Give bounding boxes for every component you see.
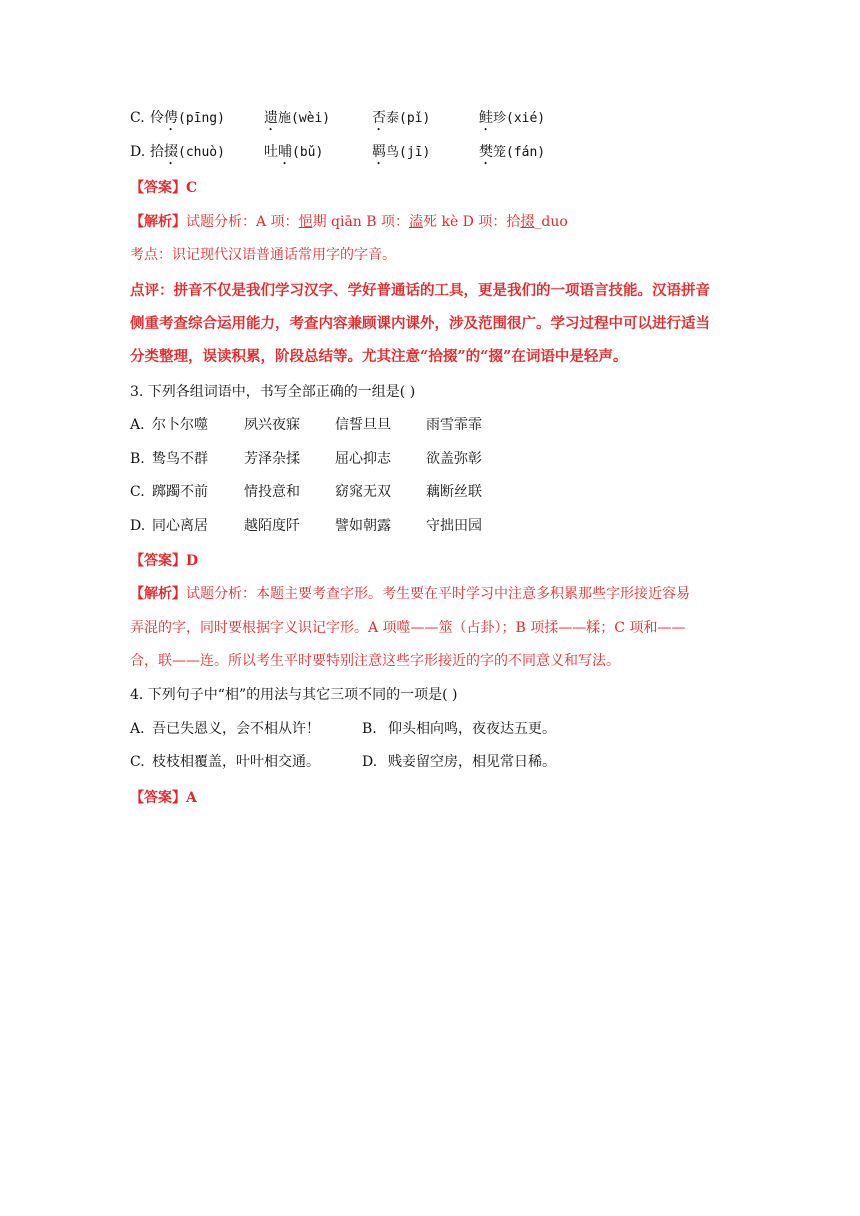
q4-answer: 【答案】A	[130, 790, 197, 806]
option-word-1: 拾掇(chuò)	[150, 144, 225, 160]
q2-dianping-line-1: 点评：拼音不仅是我们学习汉字、学好普通话的工具，更是我们的一项语言技能。汉语拼音	[130, 282, 710, 299]
q2-answer	[130, 178, 197, 198]
analysis-bracket: 【解析】	[130, 214, 186, 230]
q2-dianping-line-3: 分类整理，误读积累，阶段总结等。尤其注意“拾掇”的“掇”在词语中是轻声。	[130, 348, 628, 365]
q3-answer: 【答案】D	[130, 553, 199, 569]
q3-question: 3. 下列各组词语中，书写全部正确的一组是( )	[130, 384, 416, 400]
option-word-3: 羁鸟(jī)	[372, 144, 431, 160]
answer-bracket: 【答案】	[130, 180, 186, 196]
q2-analysis: 【解析】试题分析：A 项：悒期 qiān B 项：溘死 kè D 项：拾掇_duo	[130, 214, 568, 230]
q2-dianping-line-2: 侧重考查综合运用能力，考查内容兼顾课内课外，涉及范围很广。学习过程中可以进行适当	[130, 315, 710, 332]
option-word-3: 否泰(pǐ)	[372, 110, 431, 126]
option-word-2: 吐哺(bǔ)	[264, 144, 324, 160]
option-label: D.	[130, 144, 146, 160]
option-word-1: 伶俜(pīng)	[150, 110, 225, 126]
document-page: C. 伶俜(pīng) 遗施(wèi) 否泰(pǐ) 鲑珍(xié) D. 拾掇(chuò) 吐哺(bǔ) 羁鸟(jī) 樊笼(fán) 【答案】C 【解析】试题分析：A 项：悒期 qiān B 项：溘死 kè D 项：拾掇_duo 考点：识记现代汉语普通话常用字的字音。 点评：拼音不仅是我们学习汉字、学好普通话的工具，更是我们的一项语言技能。汉语拼音 侧重考查综合运用能力，考查内容兼顾课内课外，涉及范围很广。学习过程中可以进行适当 分类整理，误读积累，阶段总结等。尤其注意“拾掇”的“掇”在词语中是轻声。 3. 下列各组词语中，书写全部正确的一组是( ) A. 尔卜尔噬 夙兴夜寐 信誓旦旦 雨雪霏霏 B. 鸷鸟不群 芳泽杂揉 屈心抑志 欲盖弥彰 C. 踯躅不前 情投意和 窈窕无双 藕断丝联 D. 同心离居 越陌度阡 譬如朝露 守拙田园 【答案】D 【解析】试题分析：本题主要考查字形。考生要在平时学习中注意多积累那些字形接近容易 弄混的字，同时要根据字义识记字形。A 项噬——筮（占卦）；B 项揉——糅；C 项和—— 合，联——连。所以考生平时要特别注意这些字形接近的字的不同意义和写法。 4. 下列句子中“相”的用法与其它三项不同的一项是( ) A. 吾已失恩义，会不相从许！ B. 仰头相向鸣，夜夜达五更。 C. 枝枝相覆盖，叶叶相交通。 D. 贱妾留空房，相见常日稀。 【答案】A	[130, 110, 710, 806]
q3-analysis-line-2: 弄混的字，同时要根据字义识记字形。A 项噬——筮（占卦）；B 项揉——糅；C 项和——	[130, 620, 686, 636]
q2-kaodian: 考点：识记现代汉语普通话常用字的字音。	[130, 247, 396, 263]
q3-analysis-line-3: 合，联——连。所以考生平时要特别注意这些字形接近的字的不同意义和写法。	[130, 653, 620, 669]
option-word-4: 樊笼(fán)	[479, 144, 546, 160]
option-label: C.	[130, 110, 145, 126]
q4-question: 4. 下列句子中“相”的用法与其它三项不同的一项是( )	[130, 687, 458, 703]
answer-value: C	[186, 180, 198, 196]
q3-analysis-line-1: 【解析】试题分析：本题主要考查字形。考生要在平时学习中注意多积累那些字形接近容易	[130, 586, 690, 602]
option-word-2: 遗施(wèi)	[264, 110, 331, 126]
option-word-4: 鲑珍(xié)	[479, 110, 546, 126]
